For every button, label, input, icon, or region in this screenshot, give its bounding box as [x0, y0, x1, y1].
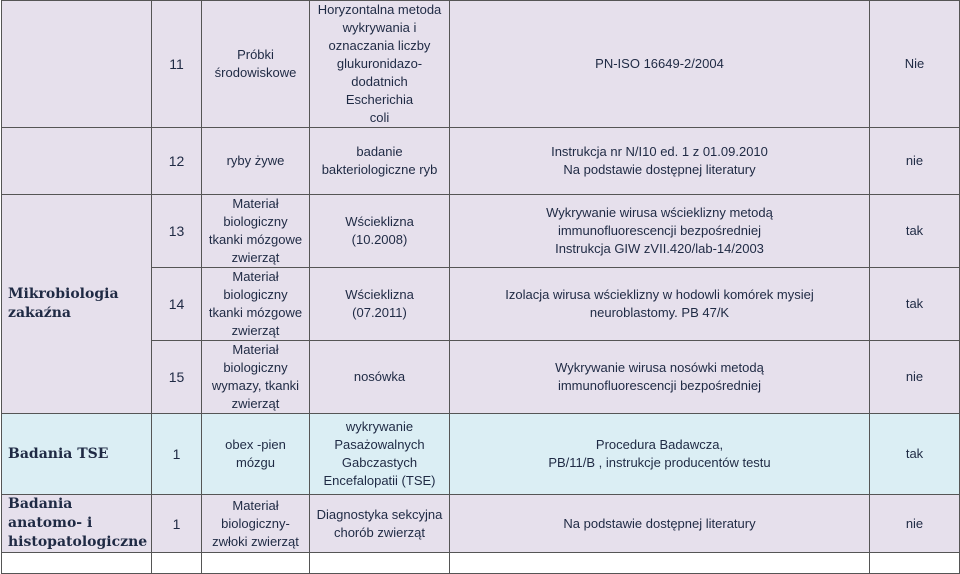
reference-cell: Wykrywanie wirusa wścieklizny metodą immunofluorescencji bezpośredniej Instrukcja GIW zVII.420/lab-14/2003	[450, 195, 870, 268]
status-cell: nie	[870, 128, 960, 195]
method-cell: Wścieklizna (07.2011)	[310, 268, 450, 341]
method-cell: wykrywanie Pasażowalnych Gabczastych Encefalopatii (TSE)	[310, 414, 450, 495]
empty-cell	[2, 553, 152, 574]
table-row	[2, 128, 960, 195]
status-cell: tak	[870, 414, 960, 495]
method-cell: Diagnostyka sekcyjna chorób zwierząt	[310, 495, 450, 553]
sample-cell: obex -pien mózgu	[202, 414, 310, 495]
table-row	[2, 414, 960, 495]
category-cell: Badania TSE	[2, 414, 152, 495]
sample-cell: Materiał biologiczny tkanki mózgowe zwierząt	[202, 195, 310, 268]
status-cell: tak	[870, 195, 960, 268]
sample-cell: Próbki środowiskowe	[202, 1, 310, 128]
empty-cell	[310, 553, 450, 574]
row-number: 15	[152, 341, 202, 414]
category-cell: Badania anatomo- i histopatologiczne	[2, 495, 152, 553]
method-cell: nosówka	[310, 341, 450, 414]
sample-cell: Materiał biologiczny- zwłoki zwierząt	[202, 495, 310, 553]
category-cell	[2, 128, 152, 195]
row-number: 12	[152, 128, 202, 195]
empty-cell	[152, 553, 202, 574]
status-cell: nie	[870, 341, 960, 414]
status-cell: nie	[870, 495, 960, 553]
method-cell: badanie bakteriologiczne ryb	[310, 128, 450, 195]
row-number: 1	[152, 414, 202, 495]
empty-cell	[450, 553, 870, 574]
category-cell	[2, 1, 152, 128]
status-cell: tak	[870, 268, 960, 341]
sample-cell: Materiał biologiczny wymazy, tkanki zwierząt	[202, 341, 310, 414]
reference-cell: Wykrywanie wirusa nosówki metodą immunofluorescencji bezpośredniej	[450, 341, 870, 414]
status-cell: Nie	[870, 1, 960, 128]
table-row	[2, 195, 960, 268]
row-number: 13	[152, 195, 202, 268]
empty-cell	[202, 553, 310, 574]
row-number: 11	[152, 1, 202, 128]
sample-cell: ryby żywe	[202, 128, 310, 195]
reference-cell: Na podstawie dostępnej literatury	[450, 495, 870, 553]
reference-cell: Izolacja wirusa wścieklizny w hodowli komórek mysiej neuroblastomy. PB 47/K	[450, 268, 870, 341]
laboratory-tests-table	[1, 0, 960, 574]
sample-cell: Materiał biologiczny tkanki mózgowe zwierząt	[202, 268, 310, 341]
reference-cell: Procedura Badawcza, PB/11/B , instrukcje producentów testu	[450, 414, 870, 495]
category-cell: Mikrobiologia zakaźna	[2, 195, 152, 414]
table-row	[2, 553, 960, 574]
reference-cell: Instrukcja nr N/I10 ed. 1 z 01.09.2010 Na podstawie dostępnej literatury	[450, 128, 870, 195]
row-number: 1	[152, 495, 202, 553]
row-number: 14	[152, 268, 202, 341]
reference-cell: PN-ISO 16649-2/2004	[450, 1, 870, 128]
empty-cell	[870, 553, 960, 574]
method-cell: Wścieklizna (10.2008)	[310, 195, 450, 268]
table-row	[2, 1, 960, 128]
table-row	[2, 495, 960, 553]
method-cell: Horyzontalna metoda wykrywania i oznaczania liczby glukuronidazo- dodatnich Escherichia coli	[310, 1, 450, 128]
